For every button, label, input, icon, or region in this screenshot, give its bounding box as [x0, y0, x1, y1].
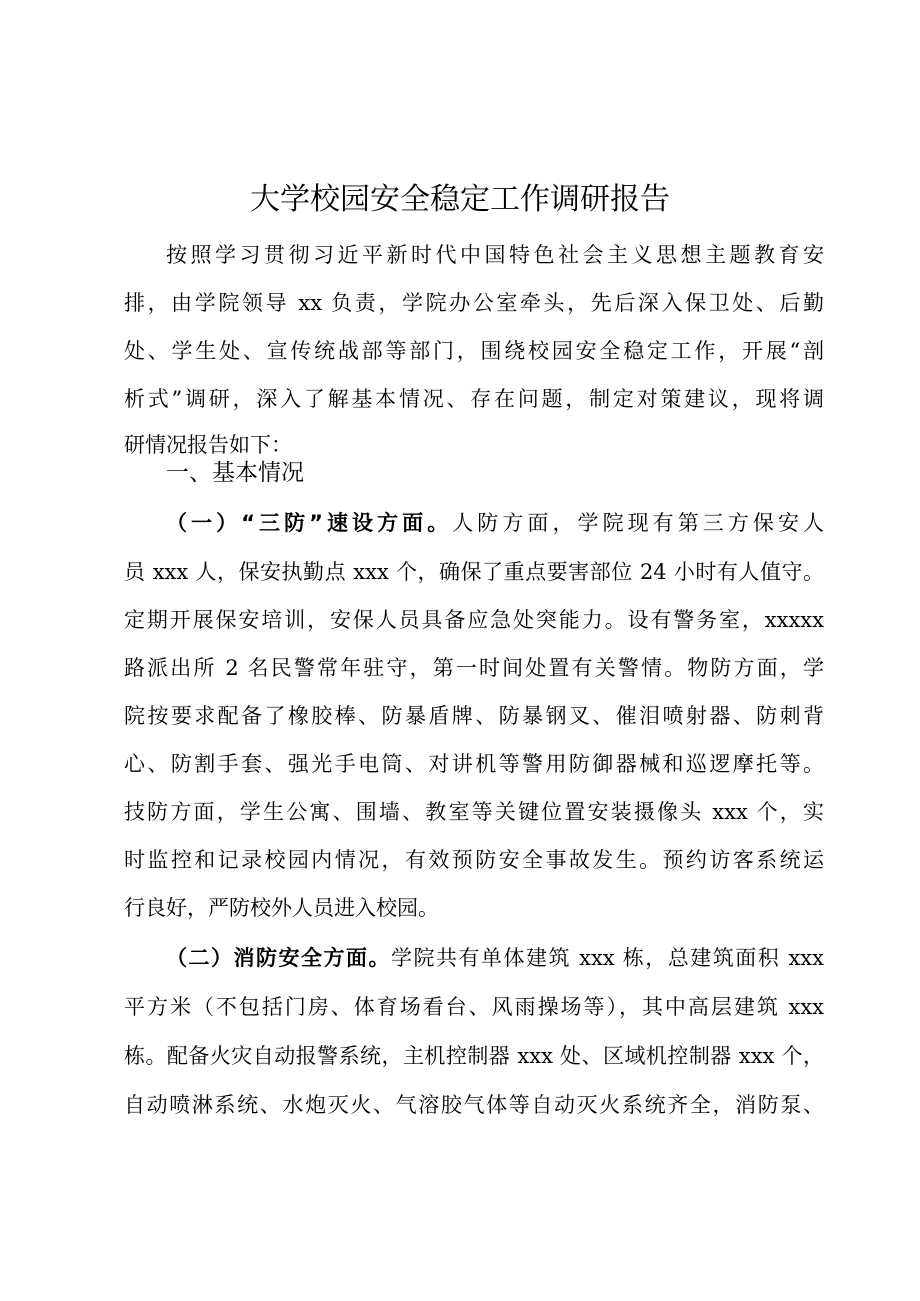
paragraph-text: 人防方面，学院现有第三方保安人 [452, 511, 824, 535]
paragraph-line: 自动喷淋系统、水炮灭火、气溶胶气体等自动灭火系统齐全，消防泵、 [124, 1093, 824, 1117]
intro-line: 析式”调研，深入了解基本情况、存在问题，制定对策建议，现将调 [124, 387, 824, 411]
paragraph-line: 技防方面，学生公寓、围墙、教室等关键位置安装摄像头 xxx 个，实 [124, 800, 824, 824]
document-title: 大学校园安全稳定工作调研报告 [250, 182, 670, 217]
paragraph-line [166, 935, 824, 982]
paragraph-line: 行良好，严防校外人员进入校园。 [124, 896, 439, 920]
paragraph-line: 院按要求配备了橡胶棒、防暴盾牌、防暴钢叉、催泪喷射器、防刺背 [124, 704, 824, 728]
paragraph-text: 学院共有单体建筑 xxx 栋，总建筑面积 xxx [390, 946, 824, 970]
subsection-heading-fire-safety: （二）消防安全方面。 [166, 946, 391, 970]
paragraph-line: 员 xxx 人，保安执勤点 xxx 个，确保了重点要害部位 24 小时有人值守。 [124, 560, 824, 584]
intro-line: 按照学习贯彻习近平新时代中国特色社会主义思想主题教育安 [166, 243, 824, 267]
paragraph-line [166, 500, 824, 547]
intro-line: 处、学生处、宣传统战部等部门，围绕校园安全稳定工作，开展“剖 [124, 339, 824, 363]
intro-line: 研情况报告如下： [124, 433, 292, 457]
subsection-heading-three-defense: （一）“三防”速设方面。 [166, 511, 453, 535]
paragraph-line: 平方米（不包括门房、体育场看台、风雨操场等），其中高层建筑 xxx [124, 995, 824, 1019]
paragraph-line: 心、防割手套、强光手电筒、对讲机等警用防御器械和巡逻摩托等。 [124, 752, 824, 776]
paragraph-line: 时监控和记录校园内情况，有效预防安全事故发生。预约访客系统运 [124, 848, 824, 872]
section-heading-basic: 一、基本情况 [166, 460, 304, 486]
paragraph-line: 定期开展保安培训，安保人员具备应急处突能力。设有警务室，xxxxx [124, 608, 824, 632]
intro-line: 排，由学院领导 xx 负责，学院办公室牵头，先后深入保卫处、后勤 [124, 291, 824, 315]
paragraph-line: 栋。配备火灾自动报警系统，主机控制器 xxx 处、区域机控制器 xxx 个， [124, 1044, 824, 1068]
paragraph-line: 路派出所 2 名民警常年驻守，第一时间处置有关警情。物防方面，学 [124, 656, 824, 680]
